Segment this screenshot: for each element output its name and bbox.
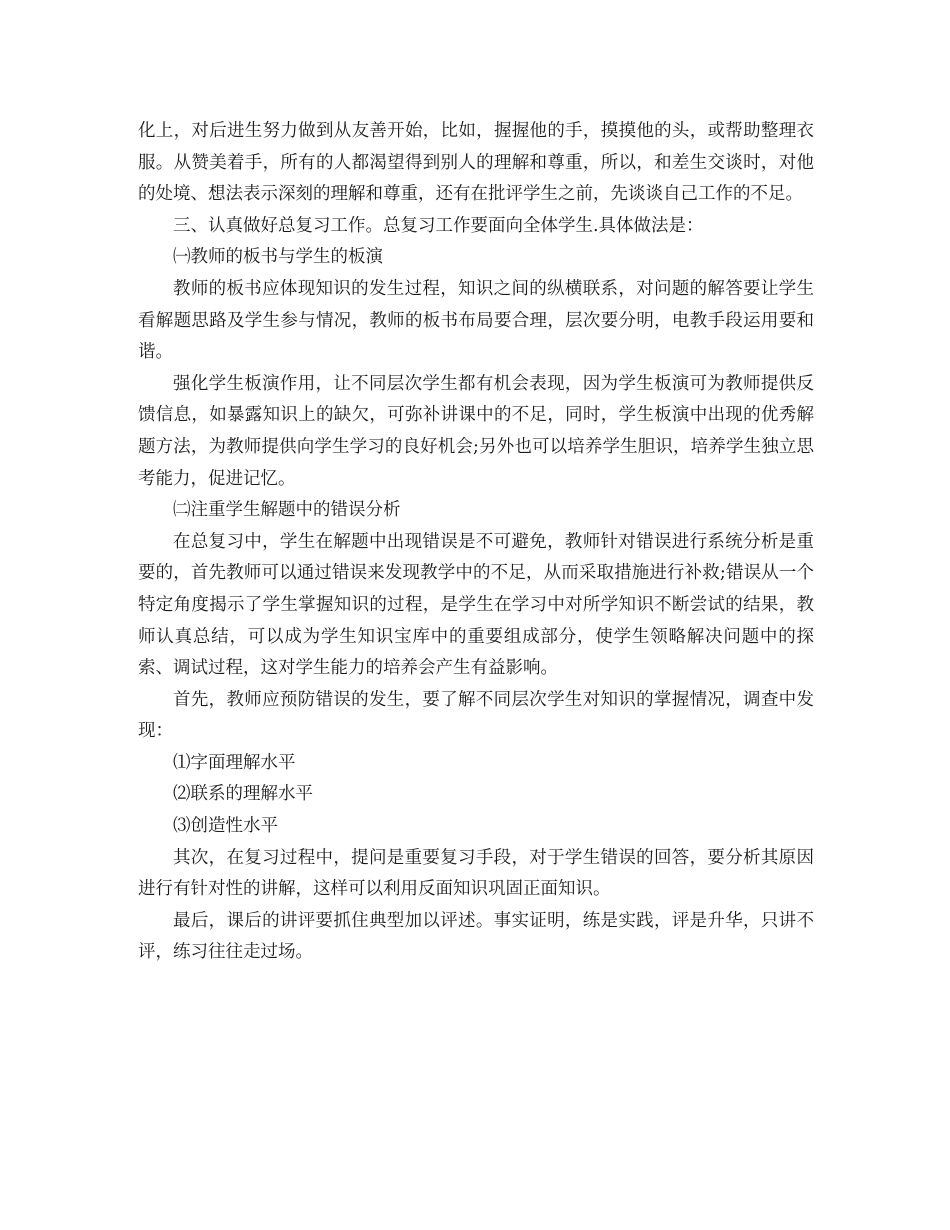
section-heading: ㈡注重学生解题中的错误分析	[173, 500, 401, 521]
list-item: ⑴字面理解水平	[173, 752, 296, 773]
paragraph: 在总复习中，学生在解题中出现错误是不可避免，教师针对错误进行系统分析是重要的，首先教师可以通过错误来发现教学中的不足，从而采取措施进行补救;错误从一个特定角度揭示了学生掌握知识的过程，是学生在学习中对所学知识不断尝试的结果，教师认真总结，可以成为学生知识宝库中的重要组成部分，使学生领略解决问题中的探索、调试过程，这对学生能力的培养会产生有益影响。	[138, 531, 814, 679]
paragraph: 强化学生板演作用，让不同层次学生都有机会表现，因为学生板演可为教师提供反馈信息，如暴露知识上的缺欠，可弥补讲课中的不足，同时，学生板演中出现的优秀解题方法，为教师提供向学生学习的良好机会;另外也可以培养学生胆识，培养学生独立思考能力，促进记忆。	[138, 373, 814, 489]
paragraph: 最后，课后的讲评要抓住典型加以评述。事实证明，练是实践，评是升华，只讲不评，练习往往走过场。	[138, 910, 814, 963]
list-item: ⑶创造性水平	[173, 816, 278, 837]
list-item: ⑵联系的理解水平	[173, 784, 313, 805]
paragraph: 化上，对后进生努力做到从友善开始，比如，握握他的手，摸摸他的头，或帮助整理衣服。从赞美着手，所有的人都渴望得到别人的理解和尊重，所以，和差生交谈时，对他的处境、想法表示深刻的理解和尊重，还有在批评学生之前，先谈谈自己工作的不足。	[138, 121, 814, 205]
paragraph: 教师的板书应体现知识的发生过程，知识之间的纵横联系，对问题的解答要让学生看解题思路及学生参与情况，教师的板书布局要合理，层次要分明，电教手段运用要和谐。	[138, 278, 814, 363]
body-text	[138, 116, 814, 969]
paragraph: 首先，教师应预防错误的发生，要了解不同层次学生对知识的掌握情况，调查中发现：	[138, 689, 814, 742]
section-heading: ㈠教师的板书与学生的板演	[173, 247, 383, 268]
paragraph: 其次，在复习过程中，提问是重要复习手段，对于学生错误的回答，要分析其原因进行有针对性的讲解，这样可以利用反面知识巩固正面知识。	[138, 847, 814, 900]
paragraph: 三、认真做好总复习工作。总复习工作要面向全体学生.具体做法是：	[173, 215, 704, 236]
